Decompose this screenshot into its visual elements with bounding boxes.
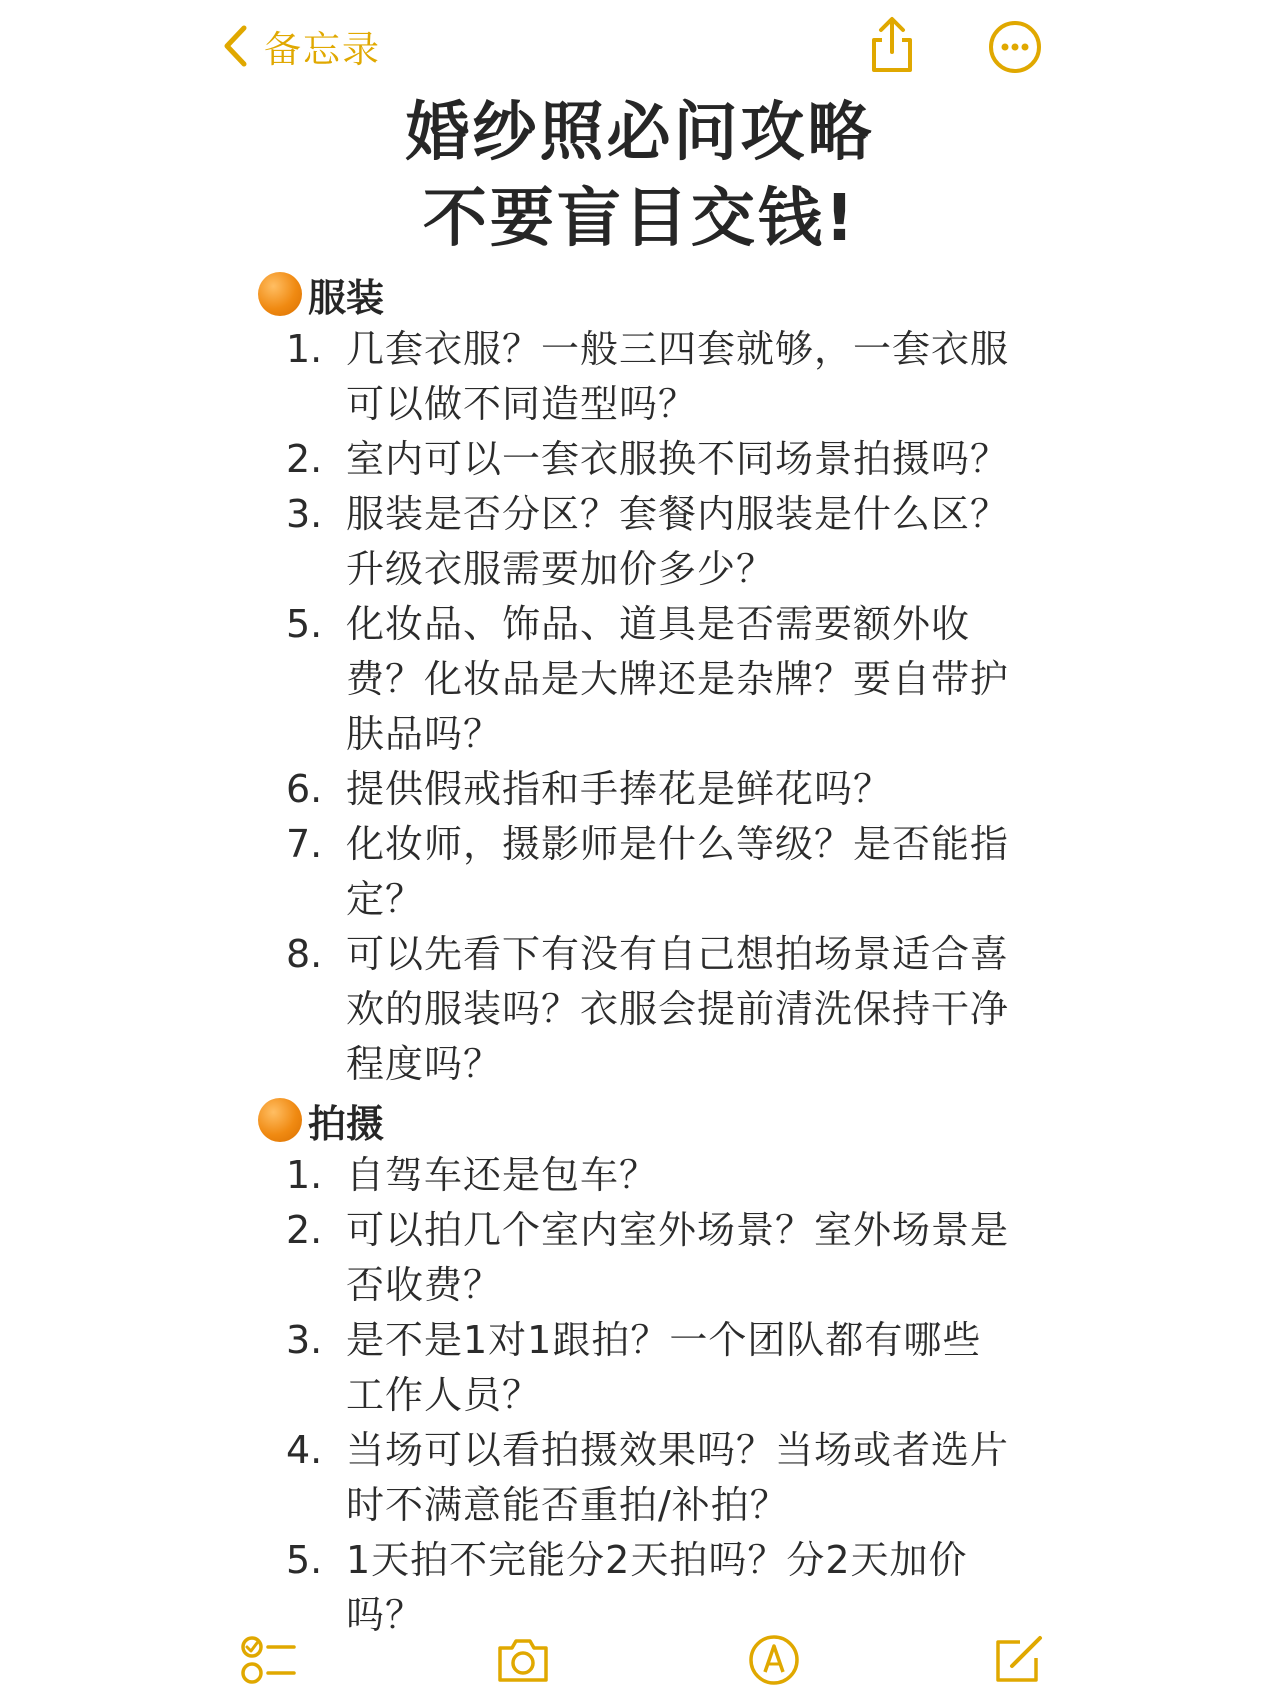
list-text: 1天拍不完能分2天拍吗？分2天加价吗？ bbox=[346, 1538, 968, 1637]
section-clothing bbox=[258, 266, 1018, 1092]
list-item bbox=[258, 1203, 1018, 1313]
list-number: 3. bbox=[286, 1318, 323, 1362]
list-text: 自驾车还是包车？ bbox=[346, 1153, 659, 1197]
list-text: 可以拍几个室内室外场景？室外场景是否收费？ bbox=[346, 1208, 1010, 1307]
title-line-2: 不要盲目交钱! bbox=[422, 182, 858, 256]
orange-circle-icon bbox=[258, 272, 302, 316]
share-button[interactable] bbox=[866, 14, 918, 76]
list-item bbox=[258, 597, 1018, 762]
section-heading-text: 拍摄 bbox=[308, 1101, 385, 1146]
note-title bbox=[0, 90, 1280, 262]
list-item bbox=[258, 1313, 1018, 1423]
list-text: 室内可以一套衣服换不同场景拍摄吗？ bbox=[346, 437, 1010, 481]
list-item bbox=[258, 762, 1018, 817]
list-item bbox=[258, 322, 1018, 432]
list-text: 化妆品、饰品、道具是否需要额外收费？化妆品是大牌还是杂牌？要自带护肤品吗？ bbox=[346, 602, 1010, 756]
list-number: 1. bbox=[286, 1153, 323, 1197]
share-icon bbox=[866, 14, 918, 76]
back-label: 备忘录 bbox=[264, 28, 381, 71]
list-item bbox=[258, 1423, 1018, 1533]
section-heading bbox=[258, 1092, 1018, 1148]
list-number: 2. bbox=[286, 437, 323, 481]
list-number: 7. bbox=[286, 822, 323, 866]
more-icon bbox=[988, 20, 1042, 74]
camera-icon bbox=[494, 1634, 552, 1686]
navigation-bar bbox=[0, 0, 1280, 95]
section-shooting bbox=[258, 1092, 1018, 1643]
orange-circle-icon bbox=[258, 1098, 302, 1142]
list-text: 可以先看下有没有自己想拍场景适合喜欢的服装吗？衣服会提前清洗保持干净程度吗？ bbox=[346, 932, 1010, 1086]
compose-icon bbox=[990, 1634, 1048, 1686]
list-text: 化妆师，摄影师是什么等级？是否能指定？ bbox=[346, 822, 1010, 921]
list-text: 是不是1对1跟拍？一个团队都有哪些工作人员？ bbox=[346, 1318, 982, 1417]
list-item bbox=[258, 432, 1018, 487]
list-number: 8. bbox=[286, 932, 323, 976]
list-number: 6. bbox=[286, 767, 323, 811]
camera-button[interactable] bbox=[494, 1634, 552, 1686]
list-text: 几套衣服？一般三四套就够，一套衣服可以做不同造型吗？ bbox=[346, 327, 1010, 426]
compose-button[interactable] bbox=[990, 1634, 1048, 1686]
list-text: 服装是否分区？套餐内服装是什么区？升级衣服需要加价多少？ bbox=[346, 492, 1010, 591]
markup-icon bbox=[745, 1634, 803, 1686]
checklist-button[interactable] bbox=[240, 1634, 298, 1686]
title-line-1: 婚纱照必问攻略 bbox=[405, 96, 875, 170]
bottom-toolbar bbox=[0, 1610, 1280, 1706]
numbered-list bbox=[258, 1148, 1018, 1643]
list-number: 4. bbox=[286, 1428, 323, 1472]
list-text: 当场可以看拍摄效果吗？当场或者选片时不满意能否重拍/补拍？ bbox=[346, 1428, 1010, 1527]
list-item bbox=[258, 817, 1018, 927]
list-item bbox=[258, 487, 1018, 597]
list-number: 5. bbox=[286, 1538, 323, 1582]
list-item bbox=[258, 927, 1018, 1092]
section-heading-text: 服装 bbox=[308, 275, 385, 320]
back-button[interactable] bbox=[220, 18, 381, 74]
markup-button[interactable] bbox=[745, 1634, 803, 1686]
list-number: 5. bbox=[286, 602, 323, 646]
numbered-list bbox=[258, 322, 1018, 1092]
more-button[interactable] bbox=[988, 20, 1042, 74]
list-number: 2. bbox=[286, 1208, 323, 1252]
chevron-left-icon bbox=[220, 22, 250, 70]
list-number: 1. bbox=[286, 327, 323, 371]
list-item bbox=[258, 1148, 1018, 1203]
section-heading bbox=[258, 266, 1018, 322]
checklist-icon bbox=[240, 1634, 298, 1686]
note-body[interactable] bbox=[258, 266, 1018, 1637]
list-number: 3. bbox=[286, 492, 323, 536]
list-text: 提供假戒指和手捧花是鲜花吗？ bbox=[346, 767, 893, 811]
